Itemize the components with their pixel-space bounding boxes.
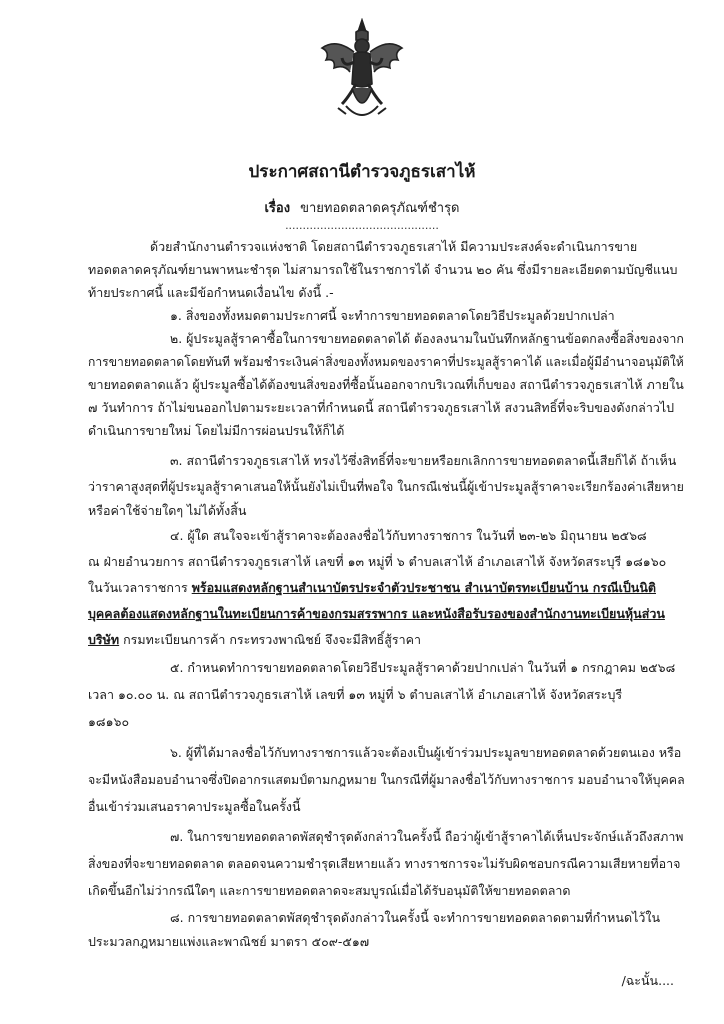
intro-line-2: ทอดตลาดครุภัณฑ์ยานพาหนะชำรุด ไม่สามารถใช้ในราชการได้ จำนวน ๒๐ คัน ซึ่งมีรายละเอียดตามบัญชีแนบ	[88, 262, 678, 277]
document-title: ประกาศสถานีตำรวจภูธรเสาไห้	[248, 162, 476, 182]
subject-label: เรื่อง	[264, 201, 291, 216]
item-3-line-1: ๓. สถานีตำรวจภูธรเสาไห้ ทรงไว้ซึ่งสิทธิ์ที่จะขายหรือยกเลิกการขายทอดตลาดนี้เสียก็ได้ ถ้าเห็น	[170, 453, 677, 468]
item-6-line-2: จะมีหนังสือมอบอำนาจซึ่งปิดอากรแสตมป์ตามกฎหมาย ในกรณีที่ผู้มาลงชื่อไว้กับทางราชการ มอบอำนาจให้บุคคล	[88, 772, 685, 787]
item-8-line-1: ๘. การขายทอดตลาดพัสดุชำรุดดังกล่าวในครั้งนี้ จะทำการขายทอดตลาดตามที่กำหนดไว้ใน	[170, 910, 661, 925]
item-4-required-docs-3: บริษัท	[88, 632, 120, 647]
item-7-line-2: สิ่งของที่จะขายทอดตลาด ตลอดจนความชำรุดเสียหายแล้ว ทางราชการจะไม่รับผิดชอบกรณีความเสียหายที่อาจ	[88, 856, 681, 871]
item-3-line-2: ว่าราคาสูงสุดที่ผู้ประมูลสู้ราคาเสนอให้นั้นยังไม่เป็นที่พอใจ ในกรณีเช่นนี้ผู้เข้าประมูลสู้ราคาจะเรียกร้องค่าเสียหาย	[88, 479, 684, 494]
item-4-required-docs-2: บุคคลต้องแสดงหลักฐานในทะเบียนการค้าของกรมสรรพากร และหนังสือรับรองของสำนักงานทะเบียนหุ้นส่วน	[88, 606, 665, 621]
item-4-line-5	[88, 629, 421, 651]
item-6-line-1: ๖. ผู้ที่ได้มาลงชื่อไว้กับทางราชการแล้วจะต้องเป็นผู้เข้าร่วมประมูลขายทอดตลาดด้วยตนเอง หรือ	[170, 745, 682, 760]
item-5-line-1: ๕. กำหนดทำการขายทอดตลาดโดยวิธีประมูลสู้ราคาด้วยปากเปล่า ในวันที่ ๑ กรกฎาคม ๒๕๖๘	[170, 660, 676, 675]
item-4-required-docs-1: พร้อมแสดงหลักฐานสำเนาบัตรประจำตัวประชาชน สำเนาบัตรทะเบียนบ้าน กรณีเป็นนิติ	[191, 580, 656, 595]
item-2-line-2: การขายทอดตลาดโดยทันที พร้อมชำระเงินค่าสิ่งของทั้งหมดของราคาที่ประมูลสู้ราคาได้ และเมื่อผู้มีอำนาจอนุมัติให้	[88, 354, 684, 369]
item-2-line-3: ขายทอดตลาดแล้ว ผู้ประมูลซื้อได้ต้องขนสิ่งของที่ซื้อนั้นออกจากบริเวณที่เก็บของ สถานีตำรวจภูธรเสาไห้ ภายใน	[88, 377, 684, 392]
item-4-line-1: ๔. ผู้ใด สนใจจะเข้าสู้ราคาจะต้องลงชื่อไว้กับทางราชการ ในวันที่ ๒๓-๒๖ มิถุนายน ๒๕๖๘	[170, 528, 647, 543]
item-4-line-3-prefix: ในวันเวลาราชการ	[88, 580, 192, 595]
item-2-line-4: ๗ วันทำการ ถ้าไม่ขนออกไปตามระยะเวลาที่กำหนดนี้ สถานีตำรวจภูธรเสาไห้ สงวนสิทธิ์ที่จะริบของดังกล่าวไป	[88, 400, 675, 415]
item-1: ๑. สิ่งของทั้งหมดตามประกาศนี้ จะทำการขายทอดตลาดโดยวิธีประมูลด้วยปากเปล่า	[170, 308, 615, 323]
subject-line	[0, 199, 724, 219]
item-4-line-2: ณ ฝ่ายอำนวยการ สถานีตำรวจภูธรเสาไห้ เลขที่ ๑๓ หมู่ที่ ๖ ตำบลเสาไห้ อำเภอเสาไห้ จังหวัดสระบุรี ๑๘๑๖๐	[88, 554, 667, 569]
intro-line-3: ท้ายประกาศนี้ และมีข้อกำหนดเงื่อนไข ดังนี้ .-	[88, 285, 334, 300]
item-6-line-3: อื่นเข้าร่วมเสนอราคาประมูลซื้อในครั้งนี้	[88, 799, 301, 814]
item-4-line-4	[88, 603, 665, 625]
item-5-line-3: ๑๘๑๖๐	[88, 714, 130, 729]
continuation-note: /ฉะนั้น....	[621, 973, 674, 988]
item-7-line-1: ๗. ในการขายทอดตลาดพัสดุชำรุดดังกล่าวในครั้งนี้ ถือว่าผู้เข้าสู้ราคาได้เห็นประจักษ์แล้วถึงสภาพ	[170, 829, 684, 844]
item-2-line-1: ๒. ผู้ประมูลสู้ราคาซื้อในการขายทอดตลาดได้ ต้องลงนามในบันทึกหลักฐานข้อตกลงซื้อสิ่งของจาก	[170, 331, 684, 346]
item-5-line-2: เวลา ๑๐.๐๐ น. ณ สถานีตำรวจภูธรเสาไห้ เลขที่ ๑๓ หมู่ที่ ๖ ตำบลเสาไห้ อำเภอเสาไห้ จังหวัดสระบุรี	[88, 687, 623, 702]
item-3-line-3: หรือค่าใช้จ่ายใดๆ ไม่ได้ทั้งสิ้น	[88, 503, 247, 518]
subject-text: ขายทอดตลาดครุภัณฑ์ชำรุด	[300, 201, 460, 216]
item-4-line-3	[88, 577, 656, 599]
item-7-line-3: เกิดขึ้นอีกไม่ว่ากรณีใดๆ และการขายทอดตลาดจะสมบูรณ์เมื่อได้รับอนุมัติให้ขายทอดตลาด	[88, 883, 571, 898]
title-divider: ............................................	[285, 219, 439, 232]
intro-line-1: ด้วยสำนักงานตำรวจแห่งชาติ โดยสถานีตำรวจภูธรเสาไห้ มีความประสงค์จะดำเนินการขาย	[150, 239, 638, 254]
item-4-line-5-rest: กรมทะเบียนการค้า กระทรวงพาณิชย์ จึงจะมีสิทธิ์สู้ราคา	[119, 632, 421, 647]
item-8-line-2: ประมวลกฎหมายแพ่งและพาณิชย์ มาตรา ๕๐๙-๕๑๗	[88, 934, 370, 949]
item-2-line-5: ดำเนินการขายใหม่ โดยไม่มีการผ่อนปรนให้ก็ได้	[88, 423, 345, 438]
garuda-emblem-icon	[316, 18, 408, 126]
